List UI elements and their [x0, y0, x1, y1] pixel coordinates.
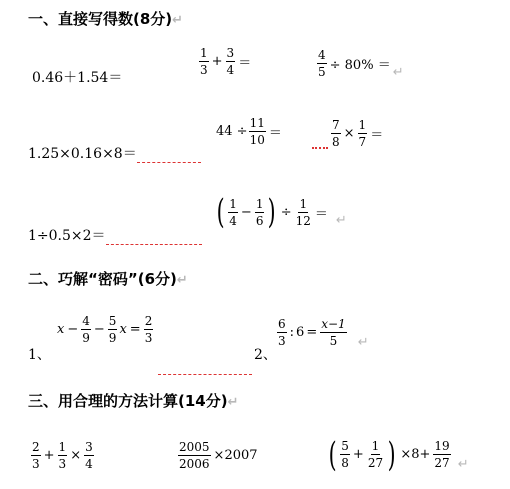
- fraction: [144, 315, 154, 344]
- expression-text: 0.46＋1.54＝: [32, 70, 123, 86]
- numerator: 2005: [179, 440, 210, 454]
- operator: ×: [343, 125, 355, 141]
- paragraph-mark: ↵: [335, 212, 347, 228]
- equals: =: [306, 325, 318, 340]
- denominator: 8: [341, 456, 349, 470]
- denominator: 2006: [179, 457, 210, 471]
- section-heading-1: [28, 8, 183, 29]
- fraction: [228, 198, 238, 227]
- equals: ＝: [370, 127, 384, 143]
- problem-1-3: [316, 47, 404, 80]
- fraction: [178, 441, 211, 470]
- paragraph-mark: ↵: [457, 457, 469, 472]
- answer-blank[interactable]: [106, 243, 202, 245]
- expression-text: 1÷0.5×2＝: [28, 228, 106, 244]
- problem-2-2: [276, 315, 369, 350]
- fraction: [199, 47, 209, 76]
- problem-3-1: [30, 441, 95, 470]
- variable: x: [57, 322, 65, 337]
- numerator: 4: [318, 48, 326, 62]
- expression-text: 1.25×0.16×8＝: [28, 146, 137, 162]
- numerator: 1: [200, 46, 208, 60]
- operator: ÷ 80% ＝: [329, 58, 391, 73]
- fraction: [320, 318, 346, 347]
- answer-blank[interactable]: [137, 161, 201, 163]
- problem-number: 2、: [254, 347, 277, 363]
- operator: ×8+: [400, 447, 431, 462]
- operator: +: [211, 54, 223, 69]
- fraction: [358, 119, 368, 148]
- section-heading-2: [28, 268, 188, 289]
- problem-1-1: [32, 67, 122, 87]
- denominator: 5: [318, 65, 326, 79]
- section-heading-3: [28, 390, 239, 411]
- operator: +: [43, 448, 55, 463]
- denominator: 10: [249, 133, 265, 147]
- denominator: 27: [367, 456, 384, 470]
- denominator: 4: [229, 213, 237, 228]
- numerator: 1: [299, 196, 308, 211]
- fraction: [84, 441, 94, 470]
- fraction: [317, 49, 327, 78]
- number: 6: [296, 325, 305, 340]
- denominator: 3: [32, 457, 40, 471]
- paragraph-mark: ↵: [227, 395, 239, 410]
- section-title: 三、用合理的方法计算(14分): [28, 392, 228, 410]
- denominator: 4: [226, 63, 235, 77]
- answer-blank[interactable]: [158, 356, 252, 375]
- expression-text: 44 ÷: [216, 124, 248, 139]
- denominator: 9: [82, 331, 90, 345]
- right-paren: ): [387, 434, 396, 475]
- problem-1-7: [28, 225, 202, 245]
- numerator: 4: [82, 314, 90, 328]
- numerator: 1: [255, 196, 264, 211]
- equals: ＝: [238, 56, 252, 71]
- variable: x: [119, 322, 127, 337]
- fraction: [81, 315, 91, 344]
- operator: ×: [70, 448, 82, 463]
- denominator: 3: [58, 457, 67, 471]
- section-title: 一、直接写得数(8分): [28, 10, 173, 28]
- fraction: [249, 117, 266, 146]
- right-paren: ): [268, 192, 277, 232]
- paragraph-mark: ↵: [357, 335, 369, 350]
- denominator: 8: [332, 134, 340, 149]
- fraction: [31, 441, 41, 470]
- operator: ÷: [280, 204, 292, 220]
- problem-2-2-number: [254, 344, 277, 364]
- numerator: 3: [226, 46, 235, 60]
- left-paren: (: [216, 192, 225, 232]
- numerator: 6: [278, 317, 286, 331]
- answer-blank[interactable]: [312, 117, 328, 149]
- left-paren: (: [328, 434, 337, 475]
- denominator: 9: [108, 331, 117, 345]
- problem-1-8: [214, 192, 347, 232]
- problem-number: 1、: [28, 347, 51, 363]
- numerator: 1: [229, 196, 237, 211]
- denominator: 27: [434, 456, 450, 470]
- numerator: 1: [58, 440, 67, 454]
- numerator: 1: [371, 439, 380, 453]
- numerator: 11: [249, 116, 265, 130]
- operator: +: [352, 447, 364, 462]
- denominator: 3: [278, 334, 286, 348]
- problem-3-2: [177, 441, 260, 470]
- numerator: x−1: [321, 317, 346, 331]
- operator: ×2007: [213, 448, 258, 463]
- equals: ＝: [268, 126, 282, 141]
- problem-3-3: [326, 434, 469, 475]
- problem-1-5: [216, 117, 284, 146]
- numerator: 19: [434, 439, 450, 453]
- fraction: [58, 441, 68, 470]
- equals: =: [129, 322, 141, 337]
- fraction: [108, 315, 118, 344]
- denominator: 4: [85, 457, 93, 471]
- fraction: [295, 198, 312, 227]
- numerator: 2: [32, 440, 40, 454]
- numerator: 5: [341, 439, 349, 453]
- operator: −: [67, 322, 79, 337]
- denominator: 5: [329, 334, 338, 348]
- denominator: 3: [144, 331, 153, 345]
- problem-2-1: [56, 315, 154, 344]
- fraction: [367, 440, 384, 469]
- fraction: [226, 47, 236, 76]
- numerator: 3: [85, 440, 93, 454]
- operator: −: [93, 322, 105, 337]
- section-title: 二、巧解“密码”(6分): [28, 270, 177, 288]
- operator: −: [240, 204, 252, 220]
- denominator: 3: [200, 63, 208, 77]
- paragraph-mark: ↵: [392, 65, 404, 80]
- fraction: [255, 198, 265, 227]
- equals: ＝: [314, 206, 328, 222]
- problem-1-6: [312, 117, 385, 149]
- answer-blank-line[interactable]: [158, 373, 252, 375]
- operator: :: [289, 325, 295, 340]
- denominator: 6: [255, 213, 264, 228]
- denominator: 12: [295, 213, 311, 228]
- paragraph-mark: ↵: [176, 273, 188, 288]
- denominator: 7: [358, 134, 367, 149]
- fraction: [340, 440, 350, 469]
- problem-1-2: [198, 47, 253, 76]
- fraction: [277, 318, 287, 347]
- fraction: [433, 440, 450, 469]
- paragraph-mark: ↵: [172, 13, 184, 28]
- fraction: [331, 119, 341, 148]
- numerator: 5: [108, 314, 117, 328]
- problem-1-4: [28, 143, 201, 163]
- numerator: 2: [144, 314, 153, 328]
- numerator: 1: [358, 117, 367, 132]
- problem-2-1-number: [28, 344, 51, 364]
- numerator: 7: [332, 117, 340, 132]
